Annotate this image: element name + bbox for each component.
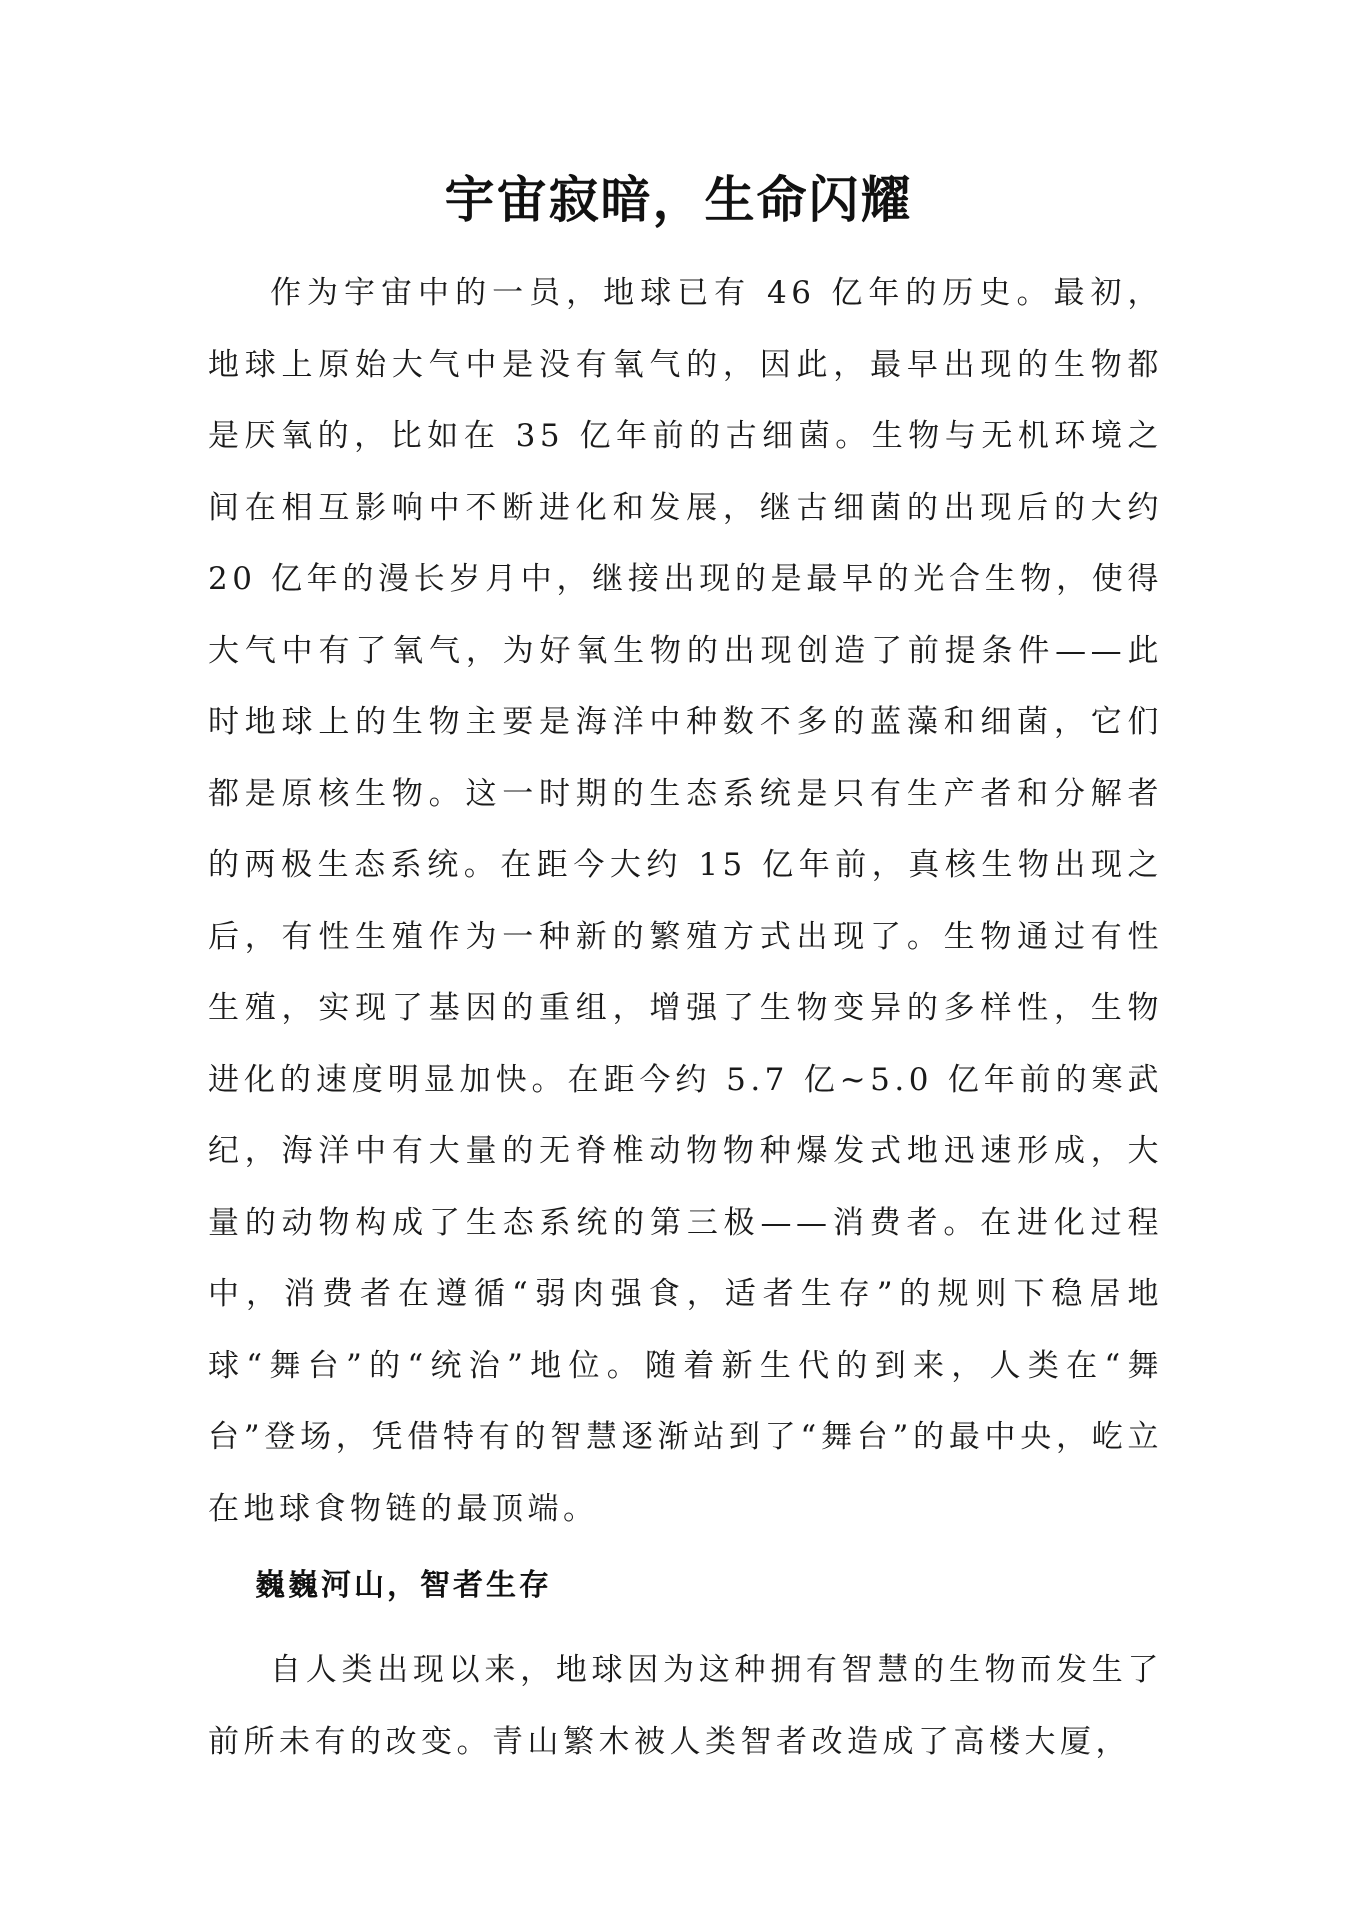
section-heading: 巍巍河山，智者生存 <box>255 1568 552 1603</box>
paragraph-2: 自人类出现以来，地球因为这种拥有智慧的生物而发生了前所未有的改变。青山繁木被人类智者改造成了高楼大厦， <box>208 1652 1163 1760</box>
page-title: 宇宙寂暗，生命闪耀 <box>444 170 913 229</box>
paragraph-1: 作为宇宙中的一员，地球已有 46 亿年的历史。最初，地球上原始大气中是没有氧气的，因此，最早出现的生物都是厌氧的，比如在 35 亿年前的古细菌。生物与无机环境之间在相互影响中不断进化和发展，继古细菌的出现后的大约 20 亿年的漫长岁月中，继接出现的是最早的光合生物，使得大气中有了氧气，为好氧生物的出现创造了前提条件——此时地球上的生物主要是海洋中种数不多的蓝藻和细菌，它们都是原核生物。这一时期的生态系统是只有生产者和分解者的两极生态系统。在距今大约 15 亿年前，真核生物出现之后，有性生殖作为一种新的繁殖方式出现了。生物通过有性生殖，实现了基因的重组，增强了生物变异的多样性，生物进化的速度明显加快。在距今约 5.7 亿~5.0 亿年前的寒武纪，海洋中有大量的无脊椎动物物种爆发式地迅速形成，大量的动物构成了生态系统的第三极——消费者。在进化过程中，消费者在遵循“弱肉强食，适者生存”的规则下稳居地球“舞台”的“统治”地位。随着新生代的到来，人类在“舞台”登场，凭借特有的智慧逐渐站到了“舞台”的最中央，屹立在地球食物链的最顶端。 <box>208 275 1163 1527</box>
